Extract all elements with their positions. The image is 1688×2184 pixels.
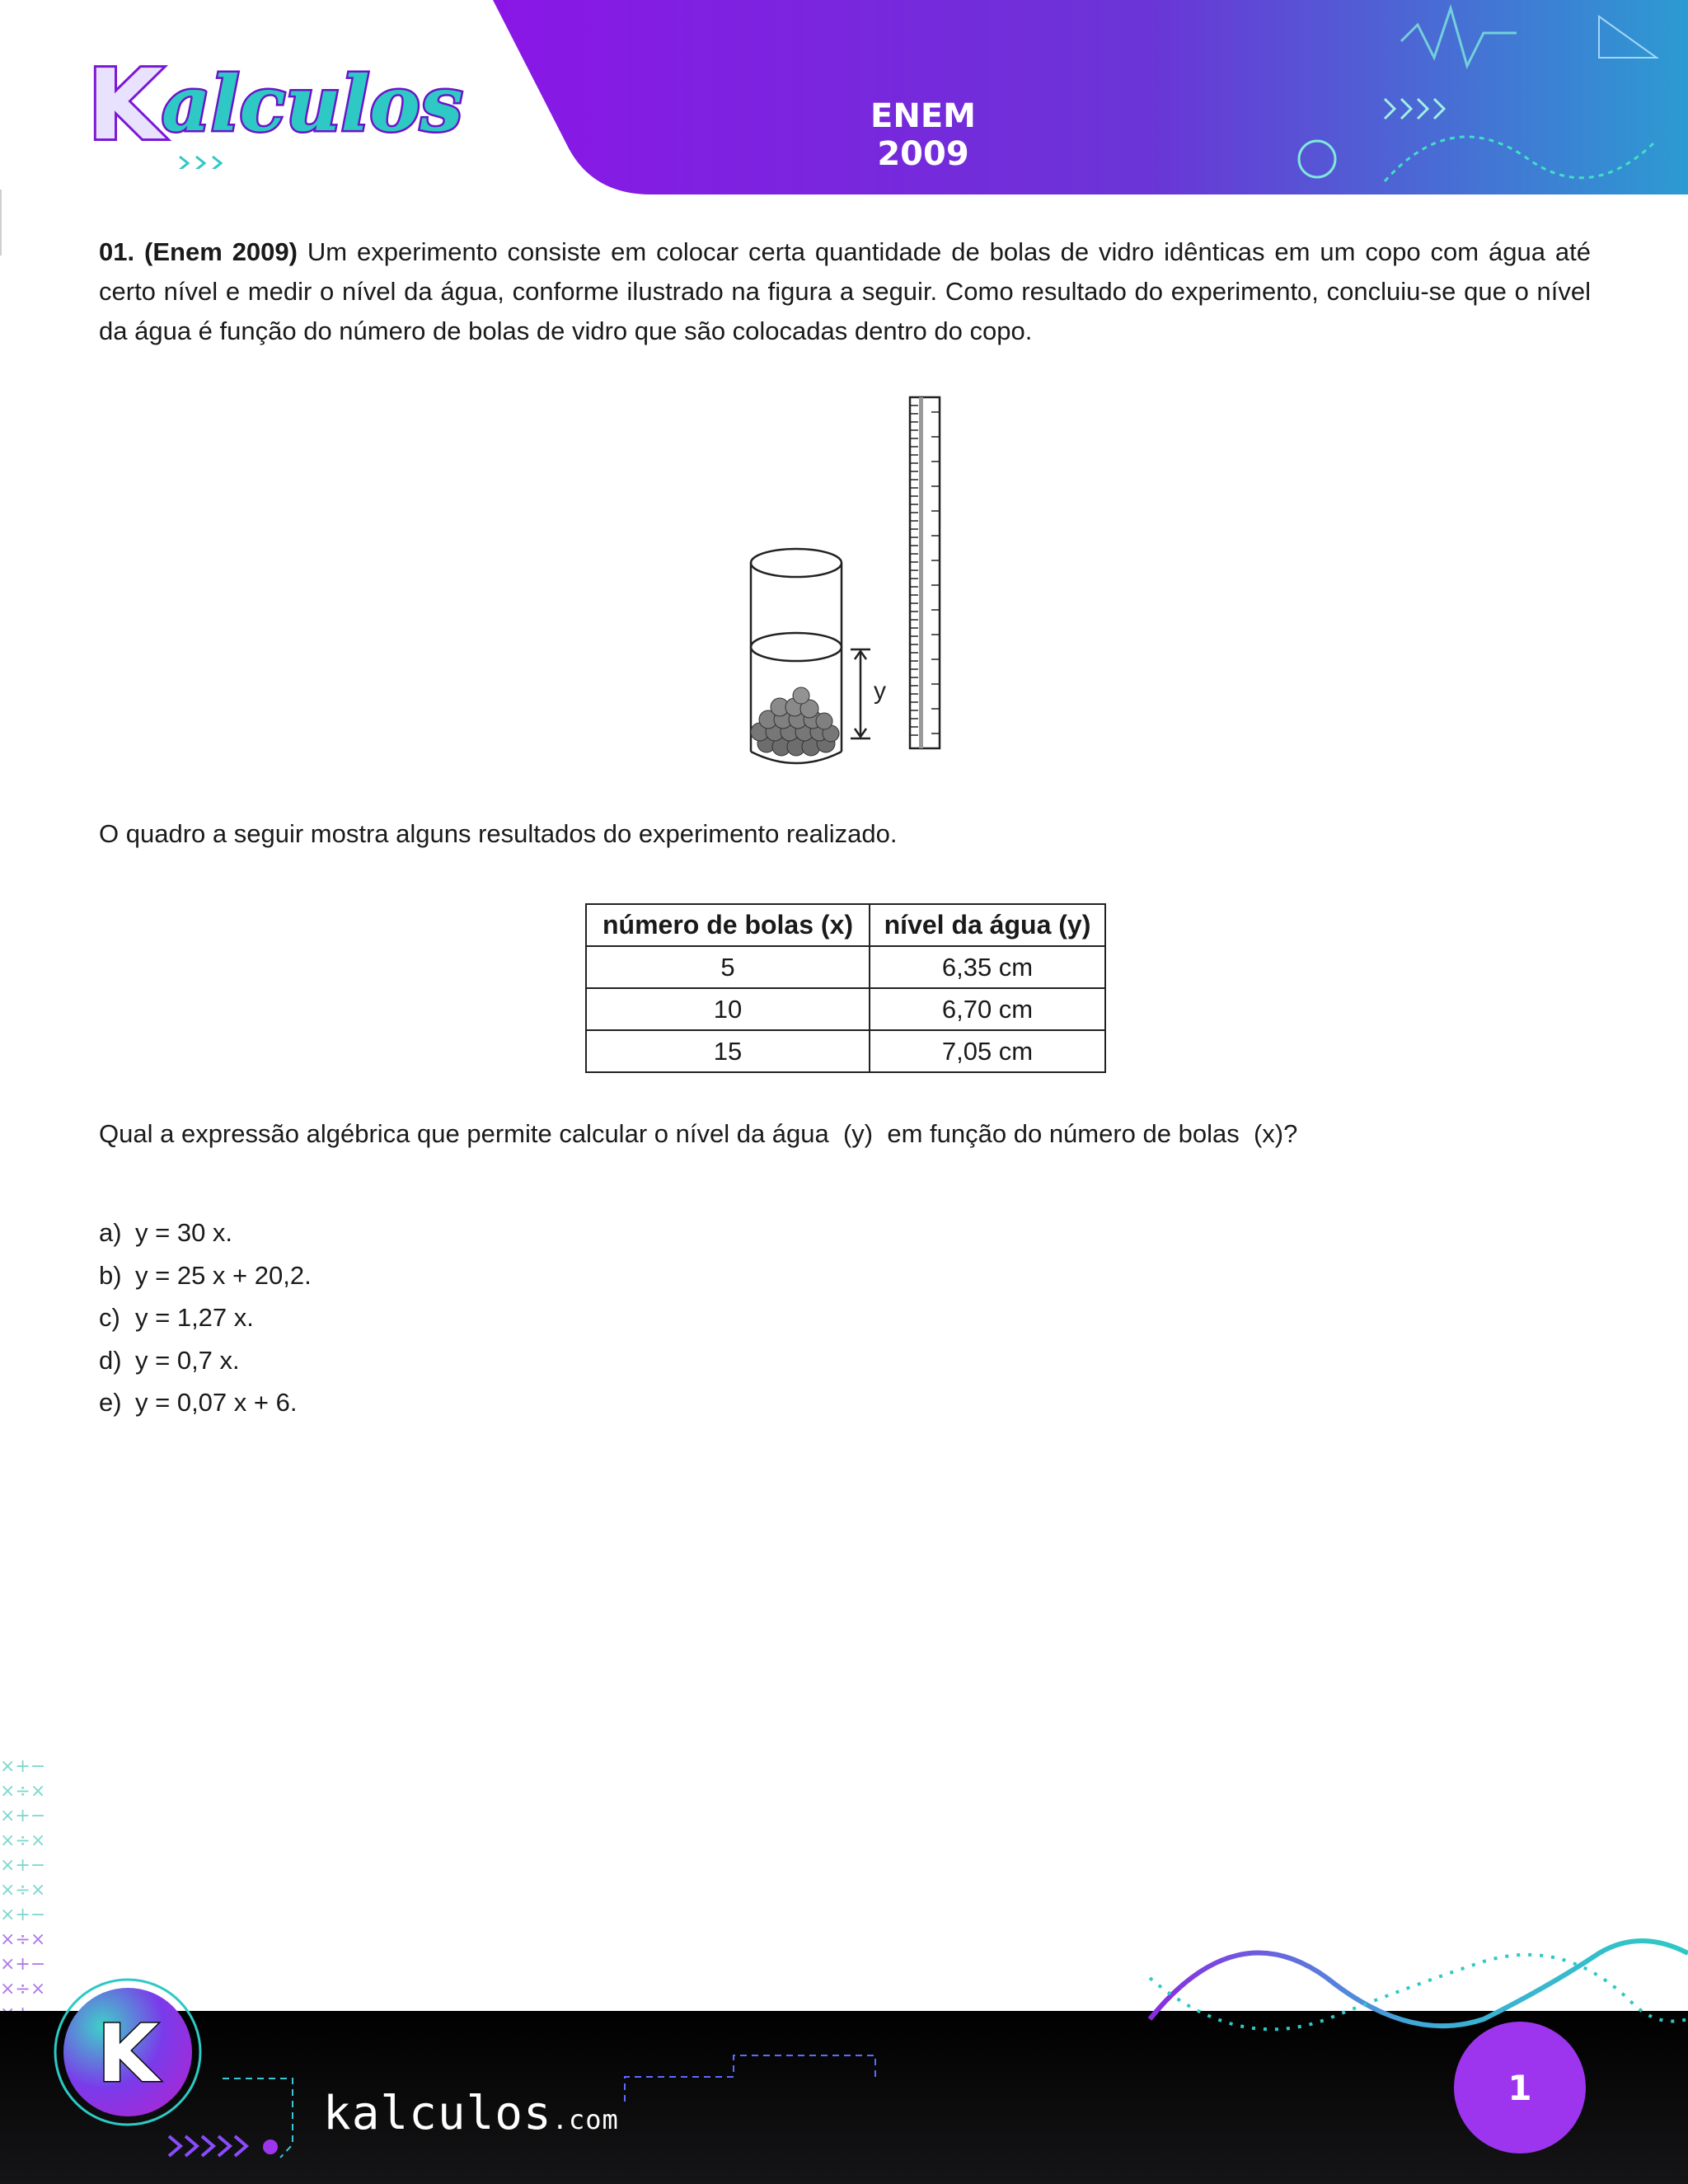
- wave-decoration: [1137, 1920, 1688, 2069]
- svg-text:alculos: alculos: [162, 59, 463, 148]
- site-tld: .com: [551, 2104, 619, 2135]
- table-row: [586, 1030, 1105, 1072]
- svg-text:K: K: [97, 2008, 159, 2100]
- question-number: 01.: [99, 237, 135, 266]
- option-text: y = 25 x + 20,2.: [135, 1260, 312, 1290]
- kalculos-logo: [81, 25, 509, 169]
- question-prompt: Qual a expressão algébrica que permite calcular o nível da água (y) em função do número de bolas (x)?: [99, 1119, 1298, 1148]
- header-level: nível da água (y): [870, 904, 1105, 946]
- site-name: kalculos: [323, 2087, 552, 2140]
- svg-text:K: K: [87, 48, 163, 162]
- option-letter: b): [99, 1260, 122, 1290]
- glass-balls: [751, 687, 839, 756]
- option-letter: c): [99, 1303, 120, 1332]
- svg-text:×+−: ×+−: [0, 1905, 46, 1925]
- level-marker: [851, 649, 870, 738]
- k-badge-logo: [49, 1974, 206, 2130]
- question-statement: [99, 232, 1591, 351]
- svg-text:×÷×: ×÷×: [0, 1929, 46, 1950]
- table-row: [586, 988, 1105, 1030]
- page-number-badge: 1: [1454, 2022, 1586, 2154]
- table-intro: O quadro a seguir mostra alguns resultados do experimento realizado.: [99, 819, 898, 848]
- option-text: y = 0,7 x.: [135, 1345, 240, 1375]
- footer-website[interactable]: [323, 2087, 619, 2140]
- option-letter: e): [99, 1388, 122, 1417]
- svg-text:×+−: ×+−: [0, 1954, 46, 1975]
- cell-balls: 5: [586, 946, 870, 988]
- svg-text:×÷×: ×÷×: [0, 1830, 46, 1851]
- svg-text:×+−: ×+−: [0, 1855, 46, 1876]
- cell-level: 6,70 cm: [870, 988, 1105, 1030]
- option-letter: d): [99, 1345, 122, 1375]
- answer-options: [99, 1212, 312, 1424]
- question-body: Um experimento consiste em colocar certa quantidade de bolas de vidro idênticas em um copo com água até certo nível e medir o nível da água, conforme ilustrado na figura a seguir. Como resultado do experimento, concluiu-se que o nível da água é função do número de bolas de vidro que são colocadas dentro do copo.: [99, 237, 1591, 345]
- option-letter: a): [99, 1218, 122, 1247]
- option-e[interactable]: [99, 1381, 312, 1424]
- svg-text:×÷×: ×÷×: [0, 1781, 46, 1802]
- table-row: [586, 946, 1105, 988]
- svg-text:×÷×: ×÷×: [0, 1880, 46, 1900]
- table-header-row: [586, 904, 1105, 946]
- option-d[interactable]: [99, 1339, 312, 1382]
- ruler: [910, 397, 940, 748]
- question-source: (Enem 2009): [144, 237, 298, 266]
- cell-level: 6,35 cm: [870, 946, 1105, 988]
- results-table: [585, 903, 1106, 1073]
- level-label: y: [874, 677, 886, 705]
- experiment-figure: [734, 387, 948, 775]
- option-b[interactable]: [99, 1254, 312, 1297]
- page-title: ENEM 2009: [870, 97, 976, 173]
- option-text: y = 1,27 x.: [135, 1303, 254, 1332]
- option-a[interactable]: [99, 1212, 312, 1254]
- cell-level: 7,05 cm: [870, 1030, 1105, 1072]
- cell-balls: 10: [586, 988, 870, 1030]
- cell-balls: 15: [586, 1030, 870, 1072]
- svg-text:×÷×: ×÷×: [0, 1979, 46, 1999]
- option-text: y = 0,07 x + 6.: [135, 1388, 298, 1417]
- svg-text:×+−: ×+−: [0, 1806, 46, 1826]
- option-text: y = 30 x.: [135, 1218, 233, 1247]
- header-balls: número de bolas (x): [586, 904, 870, 946]
- svg-text:×+−: ×+−: [0, 1756, 46, 1777]
- margin-rule: [0, 190, 2, 255]
- option-c[interactable]: [99, 1296, 312, 1339]
